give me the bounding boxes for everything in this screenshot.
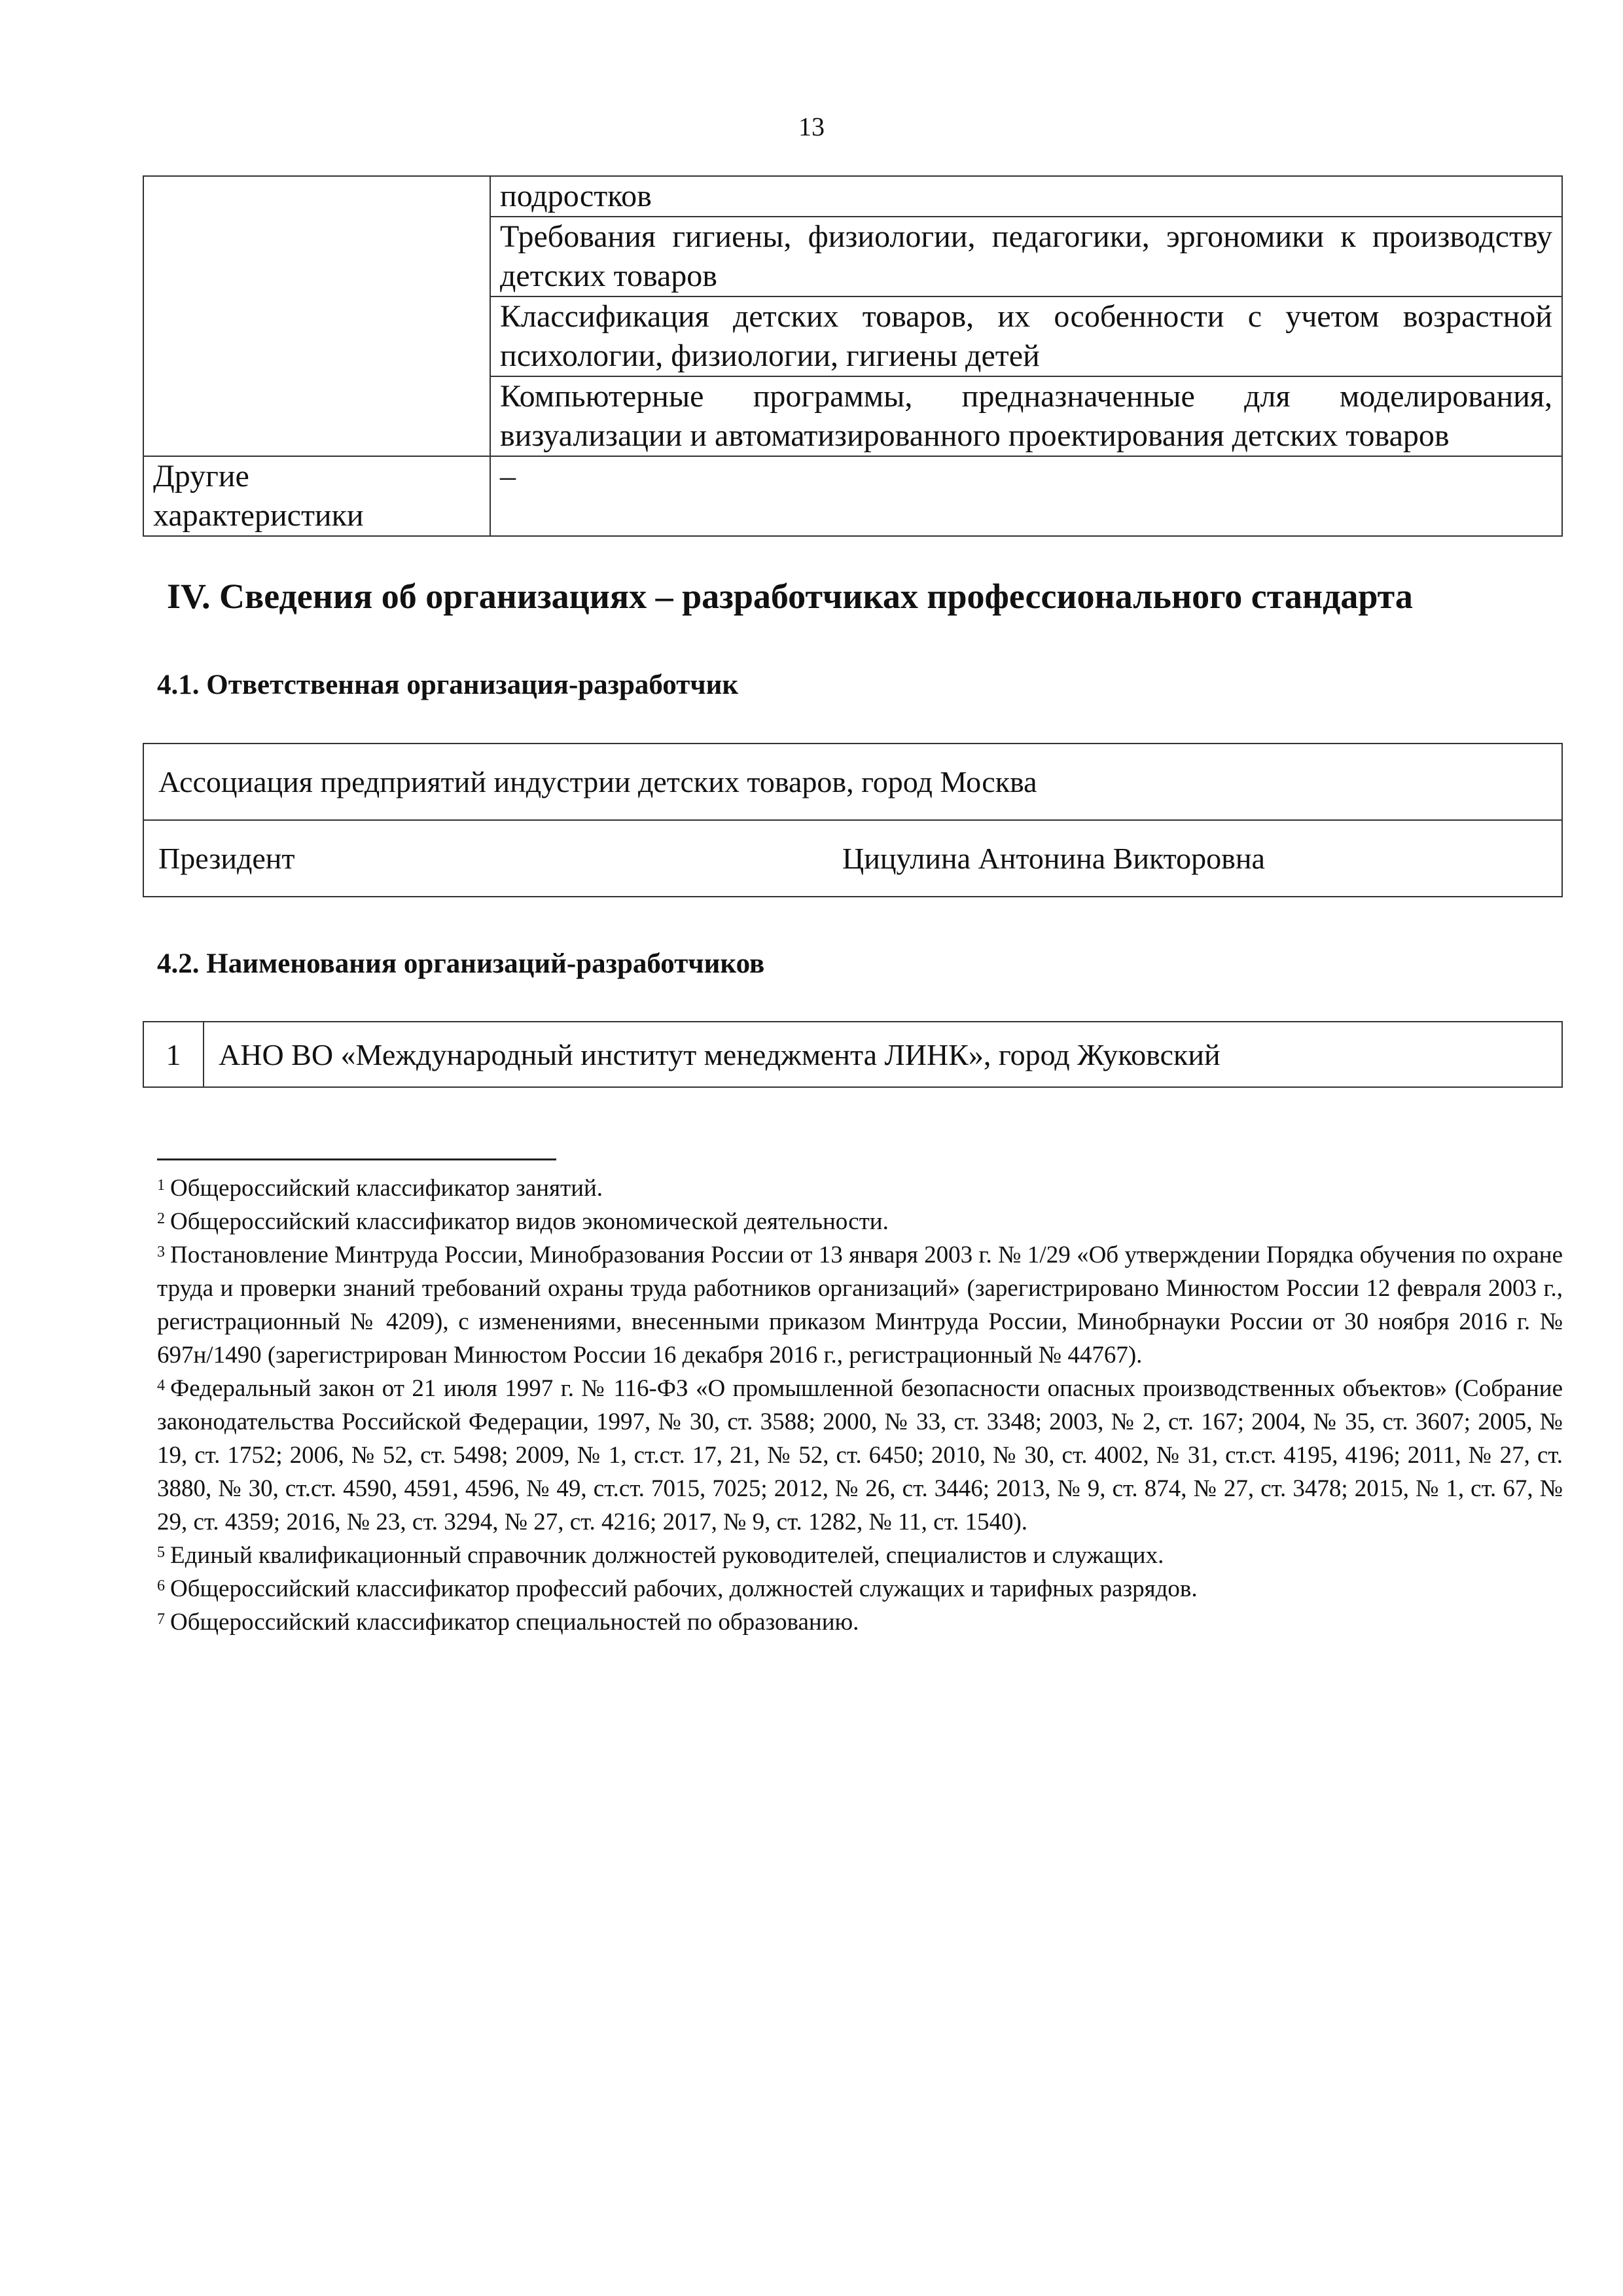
footnote-text: Общероссийский классификатор видов экономической деятельности. xyxy=(170,1208,889,1235)
cell-text-line: Требования гигиены, физиологии, педагогики, эргономики к производству xyxy=(500,219,1552,254)
footnote-text: Общероссийский классификатор занятий. xyxy=(170,1175,603,1202)
footnote xyxy=(157,1172,1563,1205)
org-name: Ассоциация предприятий индустрии детских товаров, город Москва xyxy=(158,765,1037,798)
row-label-line: Другие xyxy=(153,459,249,493)
cell-text-line: Компьютерные программы, предназначенные для моделирования, xyxy=(500,379,1552,414)
footnote-text: Федеральный закон от 21 июля 1997 г. № 116-ФЗ «О промышленной безопасности опасных производственных объектов» (Собрание законодательства Российской Федерации, 1997, № 30, ст. 3588; 2000, № 33, ст. 3348; 2003, № 2, ст. 167; 2004, № 35, ст. 3607; 2005, № 19, ст. 1752; 2006, № 52, ст. 5498; 2009, № 1, ст.ст. 17, 21, № 52, ст. 6450; 2010, № 30, ст. 4002, № 31, ст.ст. 4195, 4196; 2011, № 27, ст. 3880, № 30, ст.ст. 4590, 4591, 4596, № 49, ст.ст. 7015, 7025; 2012, № 26, ст. 3446; 2013, № 9, ст. 874, № 27, ст. 3478; 2015, № 1, ст. 67, № 29, ст. 4359; 2016, № 23, ст. 3294, № 27, ст. 4216; 2017, № 9, ст. 1282, № 11, ст. 1540). xyxy=(157,1375,1563,1535)
footnote-separator xyxy=(157,1158,556,1160)
section-title: IV. Сведения об организациях – разработчиках профессионального стандарта xyxy=(167,577,1413,616)
person-name: Цицулина Антонина Викторовна xyxy=(842,842,1265,875)
subsection-title-developers: 4.2. Наименования организаций-разработчиков xyxy=(157,948,765,979)
table-cell xyxy=(490,176,1562,217)
signatory-cell xyxy=(143,820,1562,897)
footnote-text: Постановление Минтруда России, Минобразования России от 13 января 2003 г. № 1/29 «Об утверждении Порядка обучения по охране труда и проверки знаний требований охраны труда работников организаций» (зарегистрировано Минюстом России 12 февраля 2003 г., регистрационный № 4209), с изменениями, внесенными приказом Минтруда России, Минобрнауки России от 30 ноября 2016 г. № 697н/1490 (зарегистрирован Минюстом России 16 декабря 2016 г., регистрационный № 44767). xyxy=(157,1242,1563,1369)
row-number: 1 xyxy=(143,1022,204,1087)
cell-text-line: визуализации и автоматизированного проектирования детских товаров xyxy=(500,418,1450,453)
footnote-number: 6 xyxy=(157,1577,165,1594)
cell-text-line: детских товаров xyxy=(500,259,717,293)
footnote xyxy=(157,1238,1563,1372)
qualification-table xyxy=(143,175,1563,537)
table-row xyxy=(143,1022,1562,1087)
footnote xyxy=(157,1572,1563,1605)
footnote-text: Общероссийский классификатор специальностей по образованию. xyxy=(170,1609,859,1636)
footnotes xyxy=(157,1172,1563,1639)
footnote xyxy=(157,1605,1563,1639)
responsible-org-table xyxy=(143,743,1563,897)
cell-text-line: Классификация детских товаров, их особенности с учетом возрастной xyxy=(500,299,1552,334)
footnote-text: Единый квалификационный справочник должностей руководителей, специалистов и служащих. xyxy=(170,1542,1164,1569)
developer-name: АНО ВО «Международный институт менеджмента ЛИНК», город Жуковский xyxy=(204,1022,1562,1087)
footnote xyxy=(157,1205,1563,1238)
developers-table xyxy=(143,1021,1563,1088)
table-cell xyxy=(490,456,1562,536)
table-row xyxy=(143,456,1562,536)
footnote-number: 3 xyxy=(157,1244,165,1261)
table-row xyxy=(143,176,1562,217)
footnote-number: 4 xyxy=(157,1377,165,1394)
empty-cell xyxy=(143,176,490,456)
table-row xyxy=(143,820,1562,897)
position-title: Президент xyxy=(158,842,295,875)
table-cell xyxy=(490,217,1562,296)
org-name-cell xyxy=(143,744,1562,820)
footnote xyxy=(157,1372,1563,1539)
table-cell xyxy=(490,376,1562,456)
cell-value: – xyxy=(500,459,516,493)
cell-text: подростков xyxy=(500,179,652,213)
page-number: 13 xyxy=(798,112,825,141)
footnote xyxy=(157,1539,1563,1572)
subsection-title-responsible: 4.1. Ответственная организация-разработчик xyxy=(157,670,739,700)
table-row xyxy=(143,744,1562,820)
table-cell xyxy=(490,296,1562,376)
footnote-number: 2 xyxy=(157,1210,165,1227)
table-cell xyxy=(143,456,490,536)
cell-text-line: психологии, физиологии, гигиены детей xyxy=(500,338,1040,373)
footnote-text: Общероссийский классификатор профессий рабочих, должностей служащих и тарифных разрядов. xyxy=(170,1575,1198,1602)
footnote-number: 1 xyxy=(157,1177,165,1194)
footnote-number: 7 xyxy=(157,1611,165,1628)
row-label-line: характеристики xyxy=(153,498,364,533)
footnote-number: 5 xyxy=(157,1544,165,1561)
